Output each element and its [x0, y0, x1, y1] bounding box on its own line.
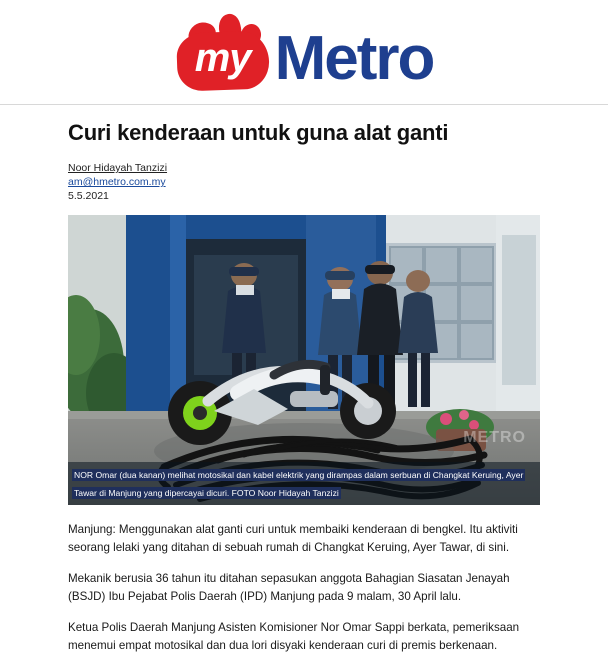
author-email-link[interactable]: am@hmetro.com.my — [68, 176, 166, 188]
logo-my-text: my — [194, 36, 251, 80]
masthead-divider — [0, 104, 608, 105]
article-photo — [68, 215, 540, 505]
article-paragraph: Manjung: Menggunakan alat ganti curi untuk membaiki kenderaan di bengkel. Itu aktiviti seorang lelaki yang ditahan di sebuah rumah di Changkat Keruing, Ayer Tawar, di sini. — [68, 523, 518, 554]
article-content — [0, 119, 608, 655]
byline — [68, 161, 540, 203]
author-name[interactable]: Noor Hidayah Tanzizi — [68, 162, 168, 174]
photo-watermark: METRO — [463, 429, 526, 446]
page-title: Curi kenderaan untuk guna alat ganti — [68, 120, 449, 145]
photo-caption-text: NOR Omar (dua kanan) melihat motosikal dan kabel elektrik yang dirampas dalam serbuan di Changkat Keruing, Ayer Tawar di Manjung yang dipercayai dicuri. FOTO Noor Hidayah Tanzizi — [74, 470, 524, 498]
masthead — [0, 0, 608, 98]
article-body — [68, 521, 540, 655]
article-paragraph: Ketua Polis Daerah Manjung Asisten Komisioner Nor Omar Sappi berkata, pemeriksaan menemui empat motosikal dan dua lori disyaki kenderaan curi di premis berkenaan. — [68, 621, 520, 652]
logo-metro-text: Metro — [274, 24, 434, 93]
site-logo[interactable] — [175, 18, 434, 92]
photo-caption — [68, 462, 540, 505]
my-flame-logo-icon — [175, 24, 271, 92]
publish-date: 5.5.2021 — [68, 190, 109, 202]
article-paragraph: Mekanik berusia 36 tahun itu ditahan sepasukan anggota Bahagian Siasatan Jenayah (BSJD) Ibu Pejabat Polis Daerah (IPD) Manjung pada 9 malam, 30 April lalu. — [68, 572, 510, 603]
